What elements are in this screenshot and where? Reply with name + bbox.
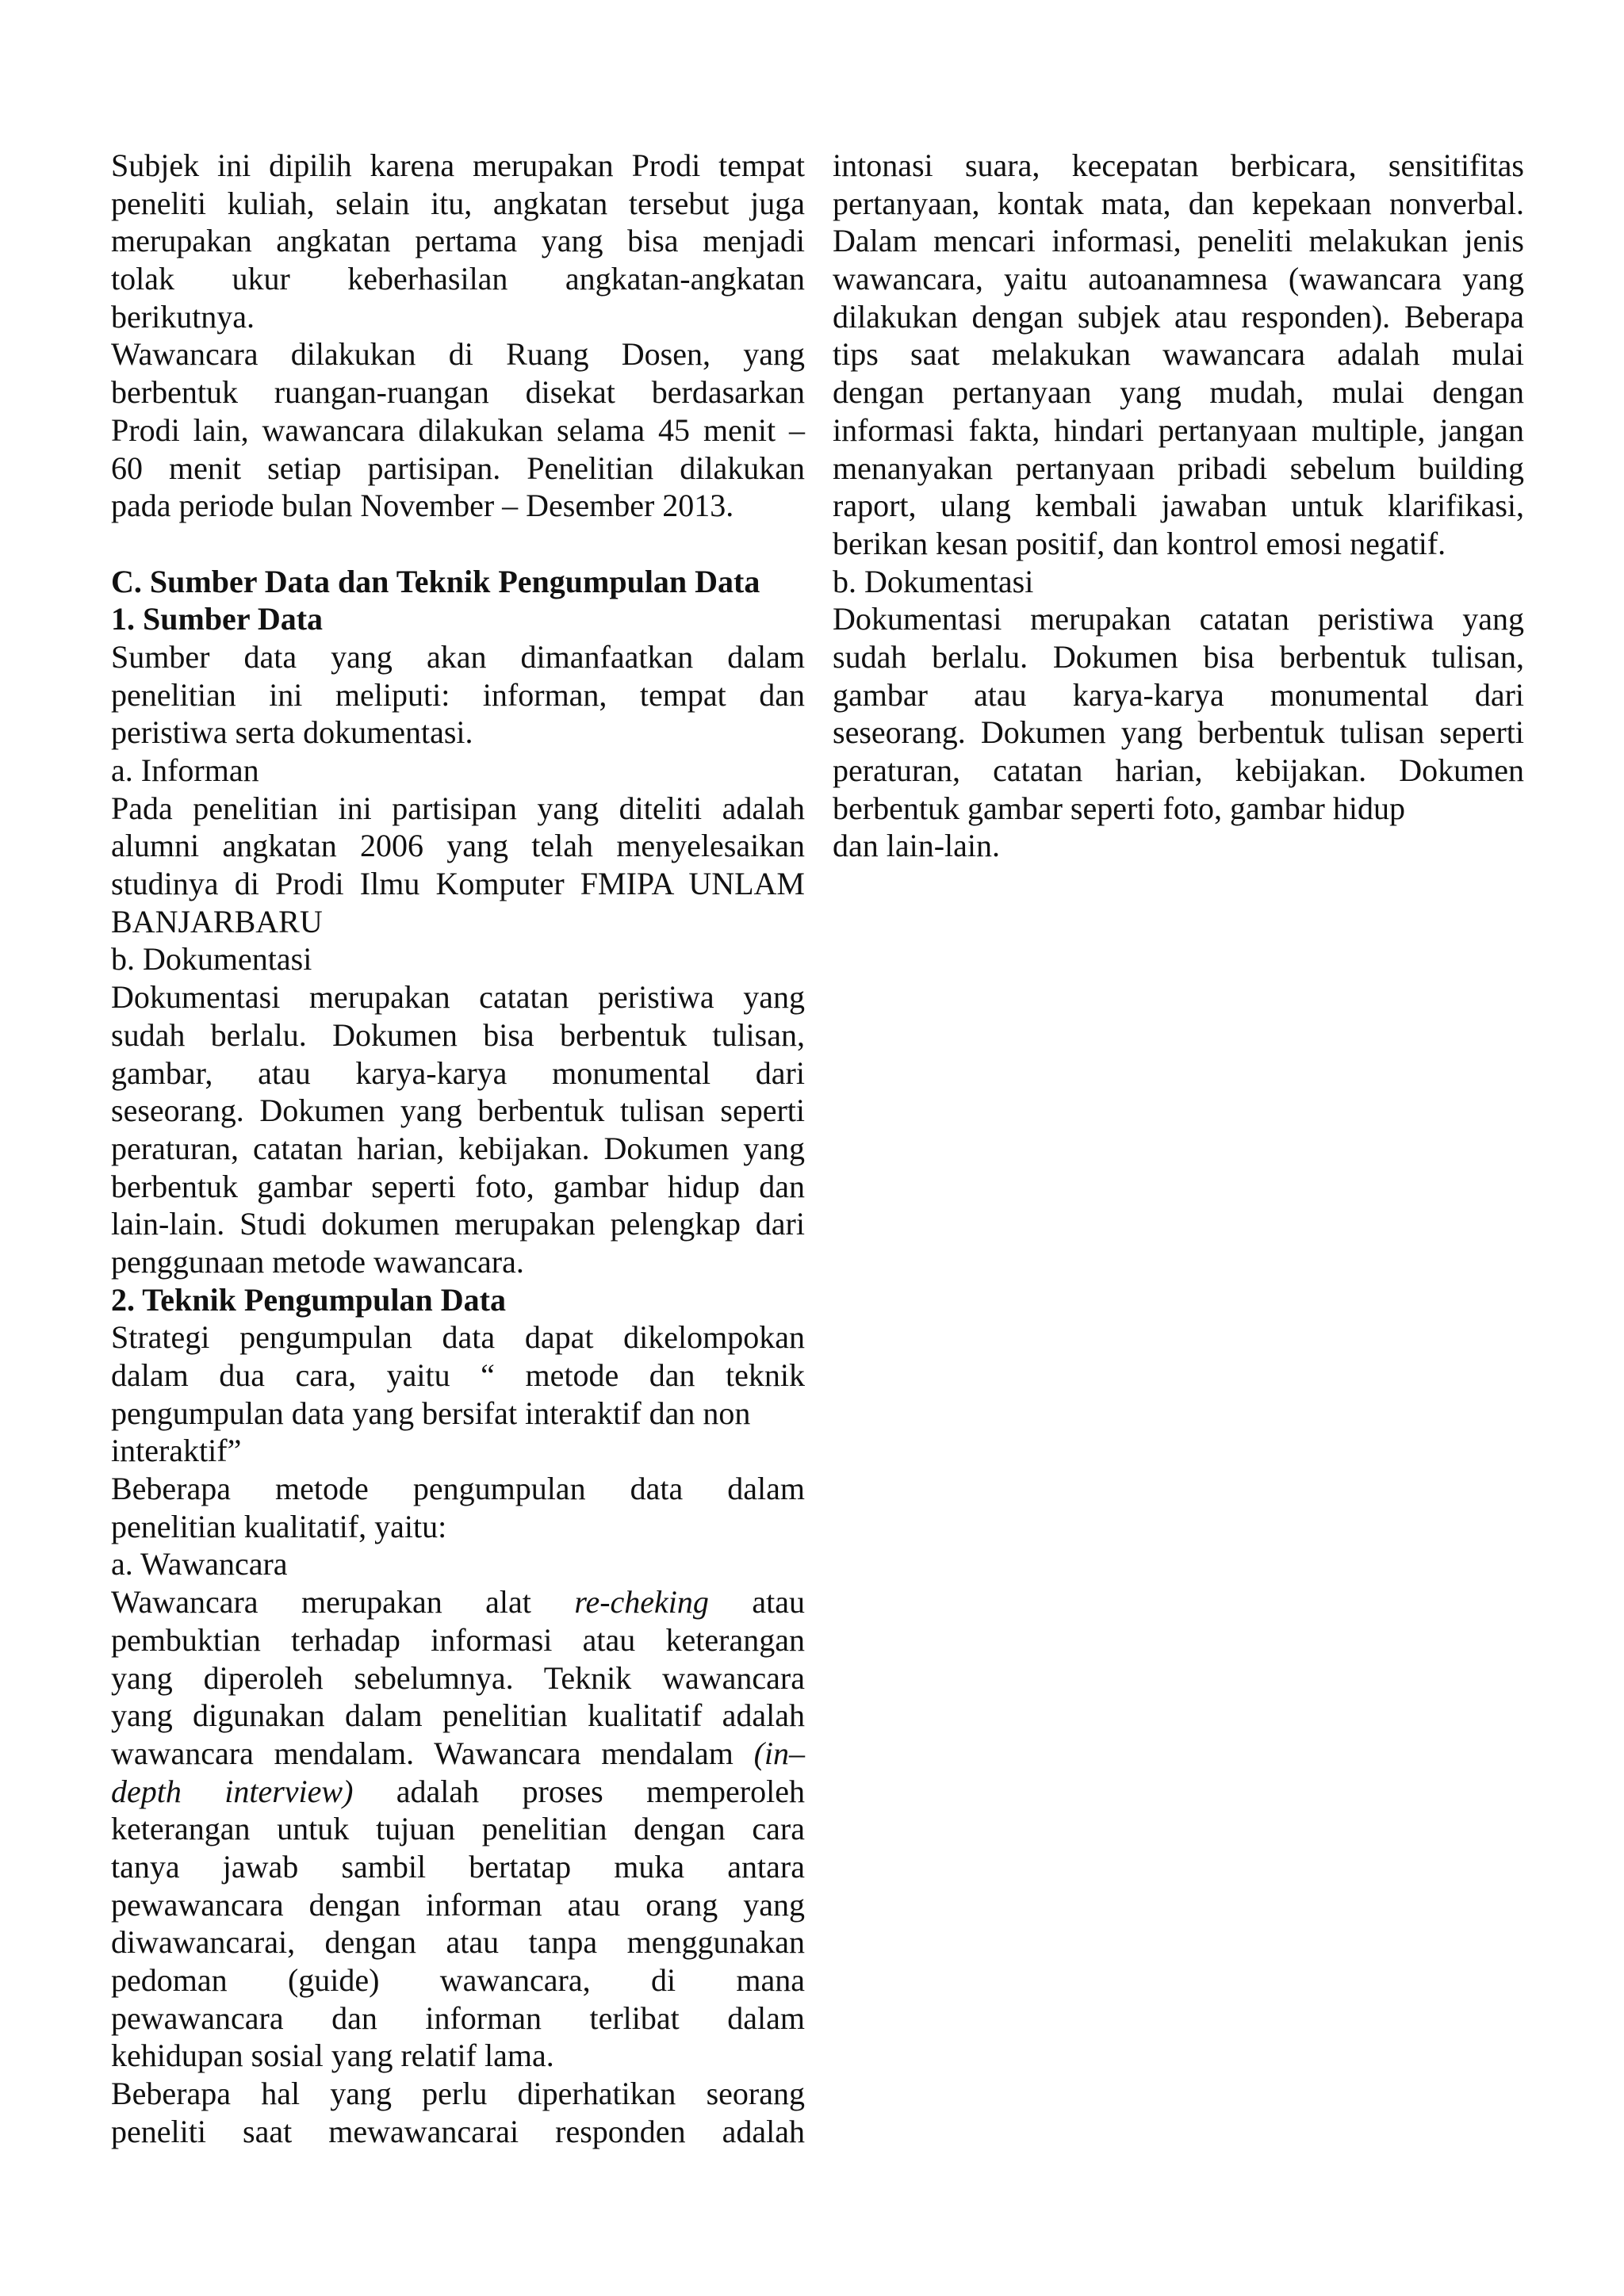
text-line: Dalam mencari informasi, peneliti melakukan jenis bbox=[833, 223, 1524, 259]
text-line: wawancara, yaitu autoanamnesa (wawancara yang bbox=[833, 261, 1524, 297]
text-line: gambar, atau karya-karya monumental dari bbox=[111, 1054, 805, 1091]
text-line: Dokumentasi merupakan catatan peristiwa yang bbox=[111, 979, 805, 1016]
emphasis-text: re-cheking bbox=[574, 1584, 709, 1621]
text-line: dalam dua cara, yaitu “ metode dan teknik bbox=[111, 1357, 805, 1393]
paragraph-intonasi bbox=[833, 147, 1524, 563]
item-heading-dokumentasi: b. Dokumentasi bbox=[111, 941, 312, 978]
text-line: seseorang. Dokumen yang berbentuk tulisan seperti bbox=[833, 714, 1524, 751]
paragraph-subjek bbox=[111, 147, 805, 335]
text-line: penelitian ini meliputi: informan, tempat dan bbox=[111, 676, 805, 713]
text-line: interaktif” bbox=[111, 1433, 242, 1469]
text-line: peristiwa serta dokumentasi. bbox=[111, 714, 473, 751]
paragraph-sumber-data bbox=[111, 638, 805, 752]
text-line: lain-lain. Studi dokumen merupakan pelengkap dari bbox=[111, 1206, 805, 1242]
paragraph-wawancara-lokasi bbox=[111, 335, 805, 524]
text-line: keterangan untuk tujuan penelitian dengan cara bbox=[111, 1811, 805, 1847]
text-line: dilakukan dengan subjek atau responden). Beberapa bbox=[833, 298, 1524, 335]
text-line: Wawancara dilakukan di Ruang Dosen, yang bbox=[111, 336, 805, 373]
text-line: BANJARBARU bbox=[111, 903, 323, 939]
text-line: penggunaan metode wawancara. bbox=[111, 1243, 524, 1280]
text-line: 60 menit setiap partisipan. Penelitian dilakukan bbox=[111, 450, 805, 486]
text-line: yang diperoleh sebelumnya. Teknik wawancara bbox=[111, 1659, 805, 1696]
paragraph-strategi bbox=[111, 1318, 805, 1470]
text-line: dengan pertanyaan yang mudah, mulai dengan bbox=[833, 374, 1524, 411]
paragraph-dokumentasi bbox=[833, 600, 1524, 865]
text-line: pertanyaan, kontak mata, dan kepekaan nonverbal. bbox=[833, 185, 1524, 221]
item-heading-dokumentasi: b. Dokumentasi bbox=[833, 563, 1034, 599]
text-run: atau bbox=[752, 1584, 805, 1621]
text-line: diwawancarai, dengan atau tanpa menggunakan bbox=[111, 1924, 805, 1961]
left-column bbox=[111, 147, 805, 2150]
text-line: menanyakan pertanyaan pribadi sebelum building bbox=[833, 450, 1524, 486]
text-line: kehidupan sosial yang relatif lama. bbox=[111, 2038, 554, 2074]
emphasis-text: depth interview) bbox=[111, 1773, 354, 1809]
text-line: berbentuk gambar seperti foto, gambar hidup dan bbox=[111, 1168, 805, 1204]
text-line: berikan kesan positif, dan kontrol emosi negatif. bbox=[833, 525, 1446, 561]
text-line bbox=[111, 1735, 805, 1773]
item-heading-informan: a. Informan bbox=[111, 752, 259, 788]
text-line: pewawancara dan informan terlibat dalam bbox=[111, 1999, 805, 2036]
text-line: Strategi pengumpulan data dapat dikelompokan bbox=[111, 1319, 805, 1356]
text-line: alumni angkatan 2006 yang telah menyelesaikan bbox=[111, 828, 805, 864]
text-line: studinya di Prodi Ilmu Komputer FMIPA UNLAM bbox=[111, 866, 805, 902]
section-heading-c: C. Sumber Data dan Teknik Pengumpulan Data bbox=[111, 563, 760, 599]
text-line: gambar atau karya-karya monumental dari bbox=[833, 676, 1524, 713]
text-line: peneliti kuliah, selain itu, angkatan tersebut juga bbox=[111, 185, 805, 221]
text-line: tips saat melakukan wawancara adalah mulai bbox=[833, 336, 1524, 373]
text-line: pengumpulan data yang bersifat interaktif dan non bbox=[111, 1395, 751, 1431]
text-line: seseorang. Dokumen yang berbentuk tulisan seperti bbox=[111, 1093, 805, 1129]
text-line: merupakan angkatan pertama yang bisa menjadi bbox=[111, 223, 805, 259]
text-line: pada periode bulan November – Desember 2013. bbox=[111, 488, 734, 524]
text-line: berbentuk gambar seperti foto, gambar hidup bbox=[833, 790, 1405, 826]
paragraph-beberapa-hal bbox=[111, 2075, 805, 2150]
text-line: pedoman (guide) wawancara, di mana bbox=[111, 1962, 805, 1998]
text-run: wawancara mendalam. Wawancara mendalam bbox=[111, 1735, 733, 1771]
text-line: sudah berlalu. Dokumen bisa berbentuk tulisan, bbox=[833, 638, 1524, 675]
text-line: berikutnya. bbox=[111, 298, 255, 335]
text-line: Beberapa hal yang perlu diperhatikan seorang bbox=[111, 2076, 805, 2112]
text-run: adalah proses memperoleh bbox=[396, 1773, 805, 1809]
text-line: Dokumentasi merupakan catatan peristiwa yang bbox=[833, 601, 1524, 637]
text-line: pembuktian terhadap informasi atau keterangan bbox=[111, 1621, 805, 1658]
text-line: yang digunakan dalam penelitian kualitatif adalah bbox=[111, 1697, 805, 1734]
text-line: dan lain-lain. bbox=[833, 828, 1001, 864]
text-line: informasi fakta, hindari pertanyaan multiple, jangan bbox=[833, 411, 1524, 448]
text-line: Pada penelitian ini partisipan yang diteliti adalah bbox=[111, 790, 805, 826]
paragraph-wawancara bbox=[111, 1583, 805, 2075]
emphasis-text: (in– bbox=[753, 1735, 805, 1771]
paragraph-spacer bbox=[111, 525, 805, 563]
text-line: berbentuk ruangan-ruangan disekat berdasarkan bbox=[111, 374, 805, 411]
paragraph-dokumentasi bbox=[111, 978, 805, 1281]
subsection-heading-teknik: 2. Teknik Pengumpulan Data bbox=[111, 1281, 506, 1318]
paragraph-metode bbox=[111, 1470, 805, 1545]
text-line: Subjek ini dipilih karena merupakan Prodi tempat bbox=[111, 147, 805, 183]
right-column bbox=[833, 147, 1524, 865]
text-line: tolak ukur keberhasilan angkatan-angkatan bbox=[111, 261, 805, 297]
text-line: peneliti saat mewawancarai responden adalah bbox=[111, 2113, 805, 2149]
text-line: Prodi lain, wawancara dilakukan selama 45 menit – bbox=[111, 411, 805, 448]
text-line: Beberapa metode pengumpulan data dalam bbox=[111, 1471, 805, 1507]
text-line: intonasi suara, kecepatan berbicara, sensitifitas bbox=[833, 147, 1524, 183]
paragraph-informan bbox=[111, 790, 805, 941]
text-line: tanya jawab sambil bertatap muka antara bbox=[111, 1848, 805, 1885]
subsection-heading-sumber-data: 1. Sumber Data bbox=[111, 601, 324, 637]
text-run: Wawancara merupakan alat bbox=[111, 1584, 531, 1621]
text-line: pewawancara dengan informan atau orang yang bbox=[111, 1886, 805, 1923]
text-line: Sumber data yang akan dimanfaatkan dalam bbox=[111, 638, 805, 675]
text-line: sudah berlalu. Dokumen bisa berbentuk tulisan, bbox=[111, 1016, 805, 1053]
text-line bbox=[111, 1583, 805, 1621]
text-line: peraturan, catatan harian, kebijakan. Dokumen bbox=[833, 752, 1524, 788]
text-line: raport, ulang kembali jawaban untuk klarifikasi, bbox=[833, 488, 1524, 524]
item-heading-wawancara: a. Wawancara bbox=[111, 1546, 288, 1582]
text-line: peraturan, catatan harian, kebijakan. Dokumen yang bbox=[111, 1130, 805, 1166]
text-line bbox=[111, 1773, 805, 1811]
text-line: penelitian kualitatif, yaitu: bbox=[111, 1508, 447, 1544]
